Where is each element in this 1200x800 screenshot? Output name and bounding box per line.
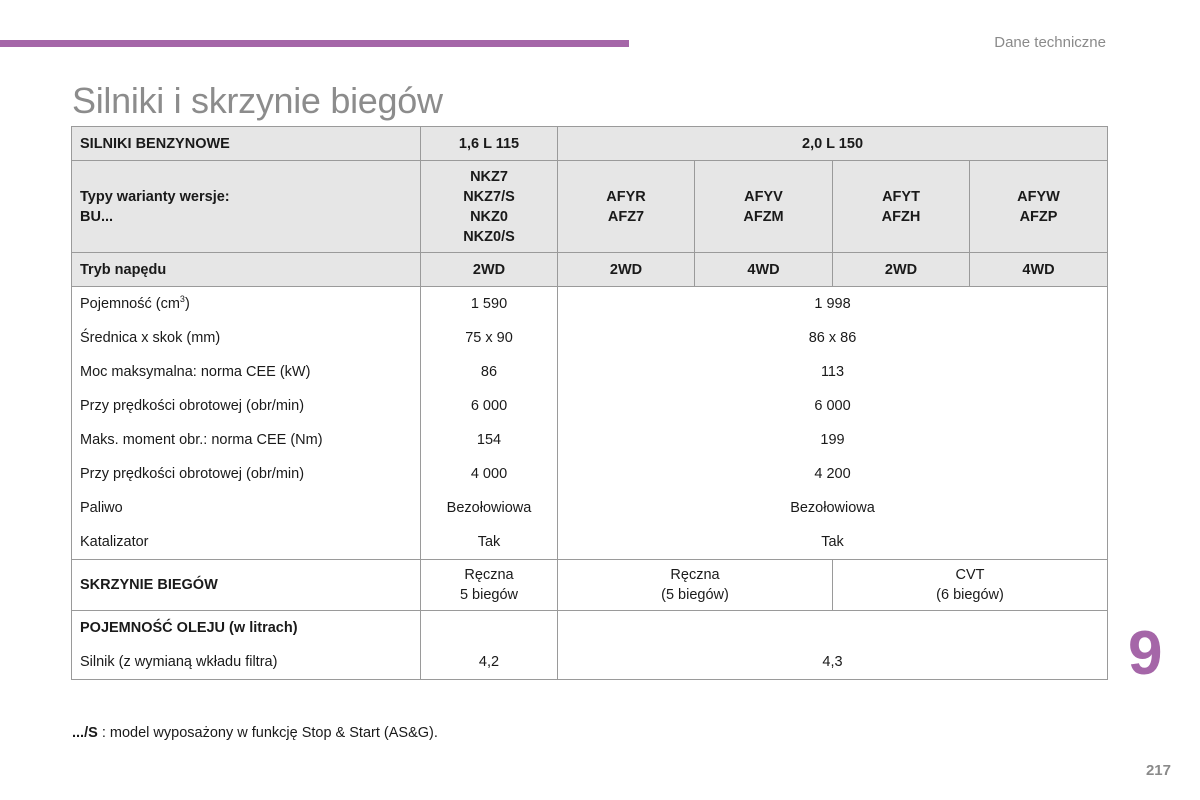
variant-code: NKZ7/S <box>463 188 515 205</box>
variant-code: AFYR <box>606 188 646 205</box>
variants-label <box>72 161 421 253</box>
variant-code: AFZH <box>881 208 921 225</box>
engine-1-value: 6 000 <box>421 389 558 423</box>
row-label-text: Pojemność (cm <box>80 296 180 312</box>
row-label: Średnica x skok (mm) <box>72 321 421 355</box>
engine-1-value: 75 x 90 <box>421 321 558 355</box>
table-row <box>72 389 1108 423</box>
engine-2-value: Tak <box>558 525 1108 560</box>
gearbox-row <box>72 560 1108 611</box>
superscript: 3 <box>179 294 185 305</box>
gearbox-type: Ręczna <box>670 567 720 583</box>
engine-1-value: Bezołowiowa <box>421 491 558 525</box>
engine-2-value: 6 000 <box>558 389 1108 423</box>
oil-row-label: Silnik (z wymianą wkładu filtra) <box>72 645 421 680</box>
row-label-suffix: ) <box>184 296 190 312</box>
drive-cell: 2WD <box>421 253 558 287</box>
drive-row <box>72 253 1108 287</box>
row-label: Przy prędkości obrotowej (obr/min) <box>72 389 421 423</box>
empty-cell <box>421 611 558 646</box>
variant-cell <box>833 161 970 253</box>
gearbox-type: Ręczna <box>464 567 514 583</box>
footnote <box>72 725 438 741</box>
engine-2-value: 4,3 <box>558 645 1108 680</box>
engine-2-value: 199 <box>558 423 1108 457</box>
variant-cell <box>558 161 695 253</box>
engine-1-value: 4,2 <box>421 645 558 680</box>
variant-cell <box>695 161 833 253</box>
engine-2-value: 86 x 86 <box>558 321 1108 355</box>
variants-label-line-1: Typy warianty wersje: <box>80 188 230 205</box>
row-label <box>72 287 421 322</box>
table-row <box>72 287 1108 322</box>
variant-code: AFYV <box>744 188 783 205</box>
variants-row <box>72 161 1108 253</box>
drive-cell: 4WD <box>695 253 833 287</box>
empty-cell <box>558 611 1108 646</box>
footnote-key: .../S <box>72 725 98 741</box>
oil-row <box>72 645 1108 680</box>
drive-cell: 2WD <box>558 253 695 287</box>
gearbox-gears: (6 biegów) <box>936 587 1004 603</box>
table-row <box>72 491 1108 525</box>
variant-code: NKZ0 <box>470 208 508 225</box>
petrol-engines-header: SILNIKI BENZYNOWE <box>72 127 421 161</box>
engine-1-header: 1,6 L 115 <box>421 127 558 161</box>
row-label: Moc maksymalna: norma CEE (kW) <box>72 355 421 389</box>
gearbox-type: CVT <box>955 567 985 583</box>
engine-1-value: 4 000 <box>421 457 558 491</box>
engine-1-value: Tak <box>421 525 558 560</box>
gearbox-gears: 5 biegów <box>459 587 519 603</box>
engine-2-header: 2,0 L 150 <box>558 127 1108 161</box>
variant-code: AFZ7 <box>607 208 645 225</box>
drive-label: Tryb napędu <box>72 253 421 287</box>
gearbox-cell <box>421 560 558 611</box>
row-label: Maks. moment obr.: norma CEE (Nm) <box>72 423 421 457</box>
chapter-number: 9 <box>1128 619 1163 688</box>
variant-code: NKZ7 <box>470 168 508 185</box>
table-row <box>72 525 1108 560</box>
engine-2-value: 4 200 <box>558 457 1108 491</box>
gearbox-label: SKRZYNIE BIEGÓW <box>72 560 421 611</box>
engine-2-value: 113 <box>558 355 1108 389</box>
oil-header-row <box>72 611 1108 646</box>
gearbox-gears: (5 biegów) <box>661 587 729 603</box>
drive-cell: 4WD <box>970 253 1108 287</box>
page-number: 217 <box>1145 762 1171 779</box>
engine-spec-table <box>71 126 1108 680</box>
variant-cell <box>421 161 558 253</box>
row-label: Przy prędkości obrotowej (obr/min) <box>72 457 421 491</box>
variant-code: AFYT <box>882 188 920 205</box>
variant-code: NKZ0/S <box>463 228 515 245</box>
table-row <box>72 321 1108 355</box>
variant-code: AFZP <box>1019 208 1058 225</box>
table-header-row <box>72 127 1108 161</box>
table-row <box>72 355 1108 389</box>
table-row <box>72 423 1108 457</box>
engine-2-value: 1 998 <box>558 287 1108 322</box>
engine-1-value: 154 <box>421 423 558 457</box>
table-row <box>72 457 1108 491</box>
row-label: Paliwo <box>72 491 421 525</box>
row-label: Katalizator <box>72 525 421 560</box>
engine-1-value: 1 590 <box>421 287 558 322</box>
engine-2-value: Bezołowiowa <box>558 491 1108 525</box>
section-name: Dane techniczne <box>994 34 1106 51</box>
variant-code: AFYW <box>1017 188 1060 205</box>
gearbox-cell <box>558 560 833 611</box>
engine-1-value: 86 <box>421 355 558 389</box>
gearbox-cell <box>833 560 1108 611</box>
variants-label-line-2: BU... <box>80 208 114 225</box>
oil-label: POJEMNOŚĆ OLEJU (w litrach) <box>72 611 421 646</box>
variant-code: AFZM <box>743 208 784 225</box>
variant-cell <box>970 161 1108 253</box>
header-accent-bar <box>0 40 629 47</box>
page-title: Silniki i skrzynie biegów <box>72 80 443 121</box>
footnote-text: : model wyposażony w funkcję Stop & Start (AS&G). <box>97 725 438 741</box>
drive-cell: 2WD <box>833 253 970 287</box>
